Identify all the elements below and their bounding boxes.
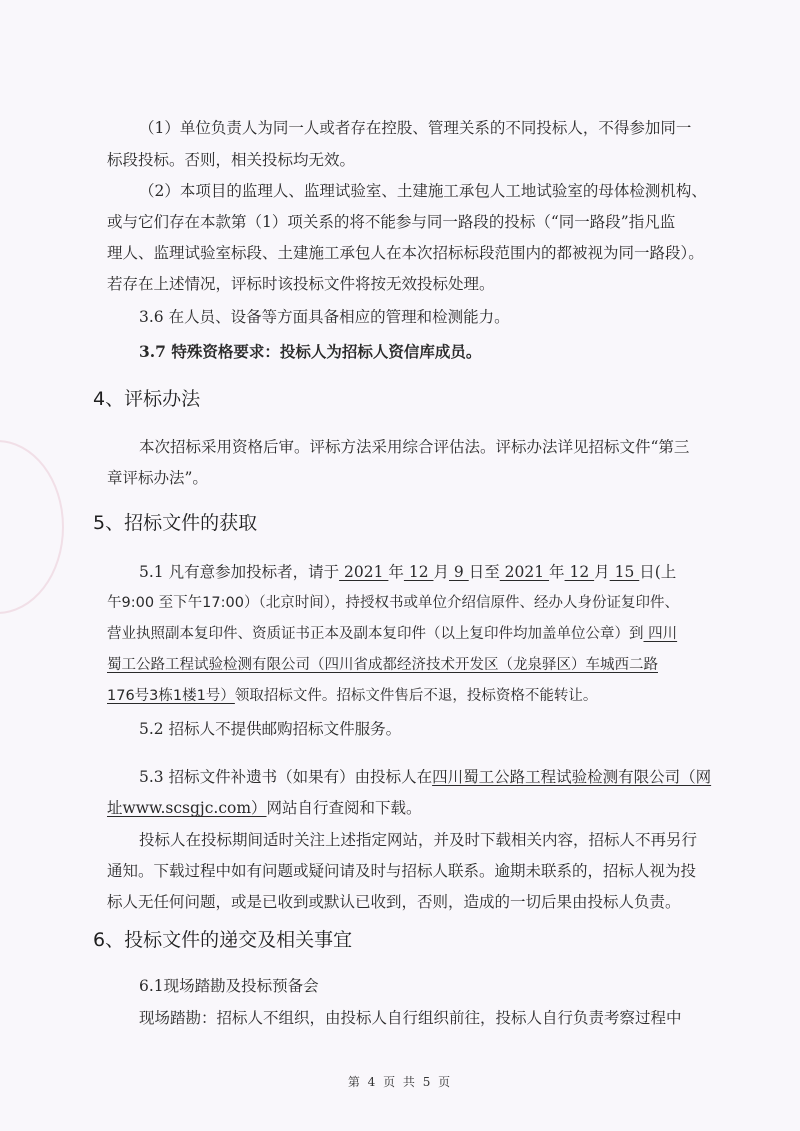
subsection-6-1: 6.1现场踏勘及投标预备会: [139, 977, 319, 995]
item-5-1-line: [139, 561, 739, 583]
paragraph-line: 现场踏勘：招标人不组织，由投标人自行组织前往，投标人自行负责考察过程中: [139, 1009, 682, 1027]
label-day: 日(上: [639, 563, 677, 581]
section-heading-5: 5、招标文件的获取: [93, 512, 258, 534]
paragraph-line: 通知。下载过程中如有问题或疑问请及时与招标人联系。逾期未联系的，招标人视为投: [107, 862, 697, 880]
paragraph-line: 投标人在投标期间适时关注上述指定网站，并及时下载相关内容，招标人不再另行: [139, 831, 698, 849]
paragraph-line: [107, 685, 707, 707]
paragraph-line: （1）单位负责人为同一人或者存在控股、管理关系的不同投标人，不得参加同一: [139, 119, 692, 137]
item-3-6: 3.6 在人员、设备等方面具备相应的管理和检测能力。: [139, 308, 510, 326]
label-day-to: 日至: [468, 563, 500, 581]
paragraph-line: [107, 623, 707, 645]
item-5-3-line: [139, 766, 739, 788]
paragraph-line: 标段投标。否则，相关投标均无效。: [107, 151, 356, 169]
item-5-1-prefix: 5.1 凡有意参加投标者，请于: [139, 563, 340, 581]
section-heading-4: 4、评标办法: [93, 388, 201, 410]
end-year: 2021: [499, 563, 550, 581]
label-year: 年: [549, 563, 565, 581]
paragraph-line: 标人无任何问题，或是已收到或默认已收到，否则，造成的一切后果由投标人负责。: [107, 893, 681, 911]
paragraph-line: 若存在上述情况，评标时该投标文件将按无效投标处理。: [107, 275, 495, 293]
website-link[interactable]: 四川蜀工公路工程试验检测有限公司（网: [432, 768, 712, 786]
paragraph-line: （2）本项目的监理人、监理试验室、土建施工承包人工地试验室的母体检测机构、: [139, 182, 707, 200]
start-day: 9: [449, 563, 469, 581]
paragraph-line: 本次招标采用资格后审。评标方法采用综合评估法。评标办法详见招标文件“第三: [139, 438, 690, 456]
paragraph-line: 理人、监理试验室标段、土建施工承包人在本次招标标段范围内的都被视为同一路段）。: [107, 244, 704, 262]
start-year: 2021: [339, 563, 389, 581]
label-month: 月: [433, 563, 449, 581]
paragraph-line: 章评标办法”。: [107, 469, 208, 487]
text: 营业执照副本复印件、资质证书正本及副本复印件（以上复印件均加盖单位公章）到: [107, 626, 644, 642]
address-underline: 四川: [643, 626, 678, 642]
paragraph-line: [107, 797, 707, 819]
address-underline: 蜀工公路工程试验检测有限公司（四川省成都经济技术开发区（龙泉驿区）车城西二路: [107, 657, 658, 673]
label-month: 月: [594, 563, 610, 581]
end-month: 12: [564, 563, 595, 581]
paragraph-line: 或与它们存在本款第（1）项关系的将不能参与同一路段的投标（“同一路段”指凡监: [107, 213, 676, 231]
paragraph-line: [107, 654, 707, 676]
paragraph-line: 午9:00 至下午17:00）（北京时间），持授权书或单位介绍信原件、经办人身份证复印件、: [107, 595, 679, 611]
section-heading-6: 6、投标文件的递交及相关事宜: [93, 929, 353, 951]
text: 领取招标文件。招标文件售后不退，投标资格不能转让。: [234, 688, 598, 704]
text: 5.3 招标文件补遗书（如果有）由投标人在: [139, 768, 433, 786]
address-underline: 176号3栋1楼1号）: [107, 688, 235, 704]
item-5-2: 5.2 招标人不提供邮购招标文件服务。: [139, 720, 402, 738]
end-day: 15: [609, 563, 640, 581]
website-link[interactable]: 址www.scsgjc.com）: [107, 799, 267, 817]
item-3-7: 3.7 特殊资格要求：投标人为招标人资信库成员。: [139, 342, 482, 361]
page-number: 第 4 页 共 5 页: [347, 1075, 453, 1089]
text: 网站自行查阅和下载。: [266, 799, 422, 817]
seal-stamp: [0, 440, 64, 614]
label-year: 年: [388, 563, 404, 581]
start-month: 12: [403, 563, 434, 581]
